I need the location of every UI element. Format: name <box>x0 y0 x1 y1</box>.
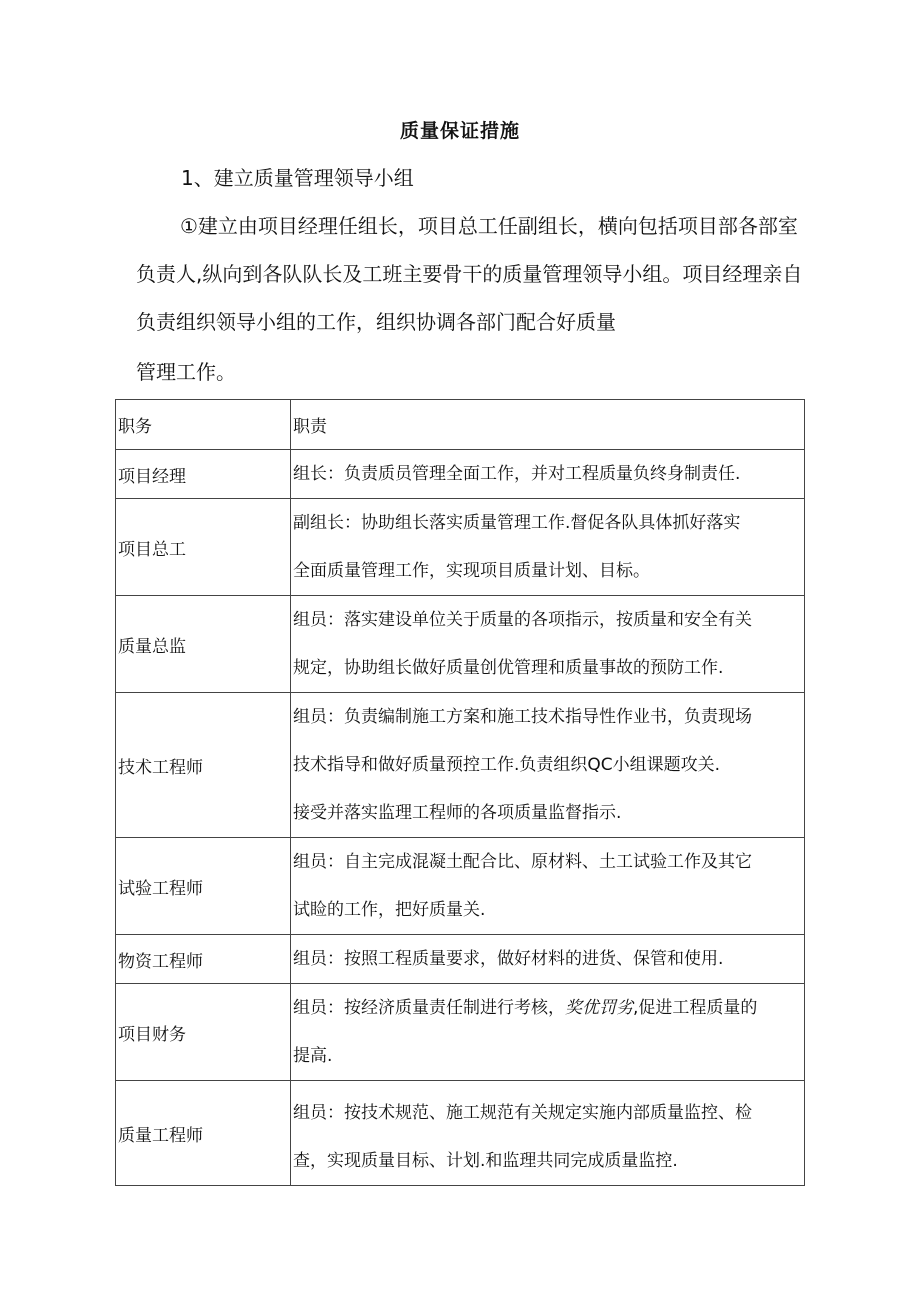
document-title: 质量保证措施 <box>399 120 520 142</box>
duty-cell <box>291 499 805 596</box>
duty-cell <box>291 1081 805 1186</box>
duty-line: 组员：负责编制施工方案和施工技术指导性作业书，负责现场 <box>293 707 752 727</box>
section-heading: 1、建立质量管理领导小组 <box>181 166 414 190</box>
duty-line: 全面质量管理工作，实现项目质量计划、目标。 <box>293 561 650 581</box>
role-cell: 质量总监 <box>116 596 291 693</box>
paragraph-line: 负责组织领导小组的工作，组织协调各部门配合好质量 <box>136 310 616 334</box>
duty-line <box>293 984 804 1032</box>
paragraph-tail: 管理工作。 <box>136 360 236 384</box>
role-cell: 项目经理 <box>116 450 291 499</box>
intro-paragraph <box>136 202 808 346</box>
duty-cell <box>291 693 805 838</box>
header-role: 职务 <box>116 400 291 450</box>
duty-line: 组员：自主完成混凝土配合比、原材料、土工试验工作及其它 <box>293 852 752 872</box>
duty-line: 试睑的工作，把好质量关. <box>293 900 486 920</box>
duty-cell <box>291 935 805 984</box>
table-row <box>116 838 805 935</box>
role-cell: 质量工程师 <box>116 1081 291 1186</box>
table-row <box>116 693 805 838</box>
table-row <box>116 450 805 499</box>
table-row <box>116 984 805 1081</box>
duty-line: 组长：负责质员管理全面工作，并对工程质量负终身制责任. <box>293 464 741 484</box>
duty-line: 提高. <box>293 1046 333 1066</box>
duty-text-italic: 奖优罚劣 <box>565 998 633 1018</box>
duty-cell <box>291 450 805 499</box>
duty-cell <box>291 838 805 935</box>
table-row <box>116 499 805 596</box>
duty-text: 组员：按经济质量责任制进行考核， <box>293 998 565 1018</box>
table-header-row <box>116 400 805 450</box>
duty-line: 组员：落实建设单位关于质量的各项指示，按质量和安全有关 <box>293 610 752 630</box>
header-duty: 职责 <box>291 400 805 450</box>
duty-line: 查，实现质量目标、计划.和监理共同完成质量监控. <box>293 1151 678 1171</box>
role-cell: 项目总工 <box>116 499 291 596</box>
paragraph-line: 负责人,纵向到各队队长及工班主要骨干的质量管理领导小组。项目经理亲自 <box>136 262 803 286</box>
duty-cell <box>291 984 805 1081</box>
role-cell: 物资工程师 <box>116 935 291 984</box>
table-row <box>116 935 805 984</box>
duty-line: 组员：按技术规范、施工规范有关规定实施内部质量监控、检 <box>293 1103 752 1123</box>
duty-line: 技术指导和做好质量预控工作.负责组织QC小组课题攻关. <box>293 755 721 775</box>
responsibility-table <box>115 399 805 1186</box>
duty-text: ,促进工程质量的 <box>633 998 758 1018</box>
duty-line: 组员：按照工程质量要求，做好材料的进货、保管和使用. <box>293 949 724 969</box>
role-cell: 试验工程师 <box>116 838 291 935</box>
table-row <box>116 596 805 693</box>
duty-line: 副组长：协助组长落实质量管理工作.督促各队具体抓好落实 <box>293 513 741 533</box>
paragraph-line: ①建立由项目经理任组长，项目总工任副组长，横向包括项目部各部室 <box>180 214 798 238</box>
role-cell: 项目财务 <box>116 984 291 1081</box>
role-cell: 技术工程师 <box>116 693 291 838</box>
duty-cell <box>291 596 805 693</box>
duty-line: 接受并落实监理工程师的各项质量监督指示. <box>293 803 622 823</box>
table-row <box>116 1081 805 1186</box>
duty-line: 规定，协助组长做好质量创优管理和质量事故的预防工作. <box>293 658 724 678</box>
